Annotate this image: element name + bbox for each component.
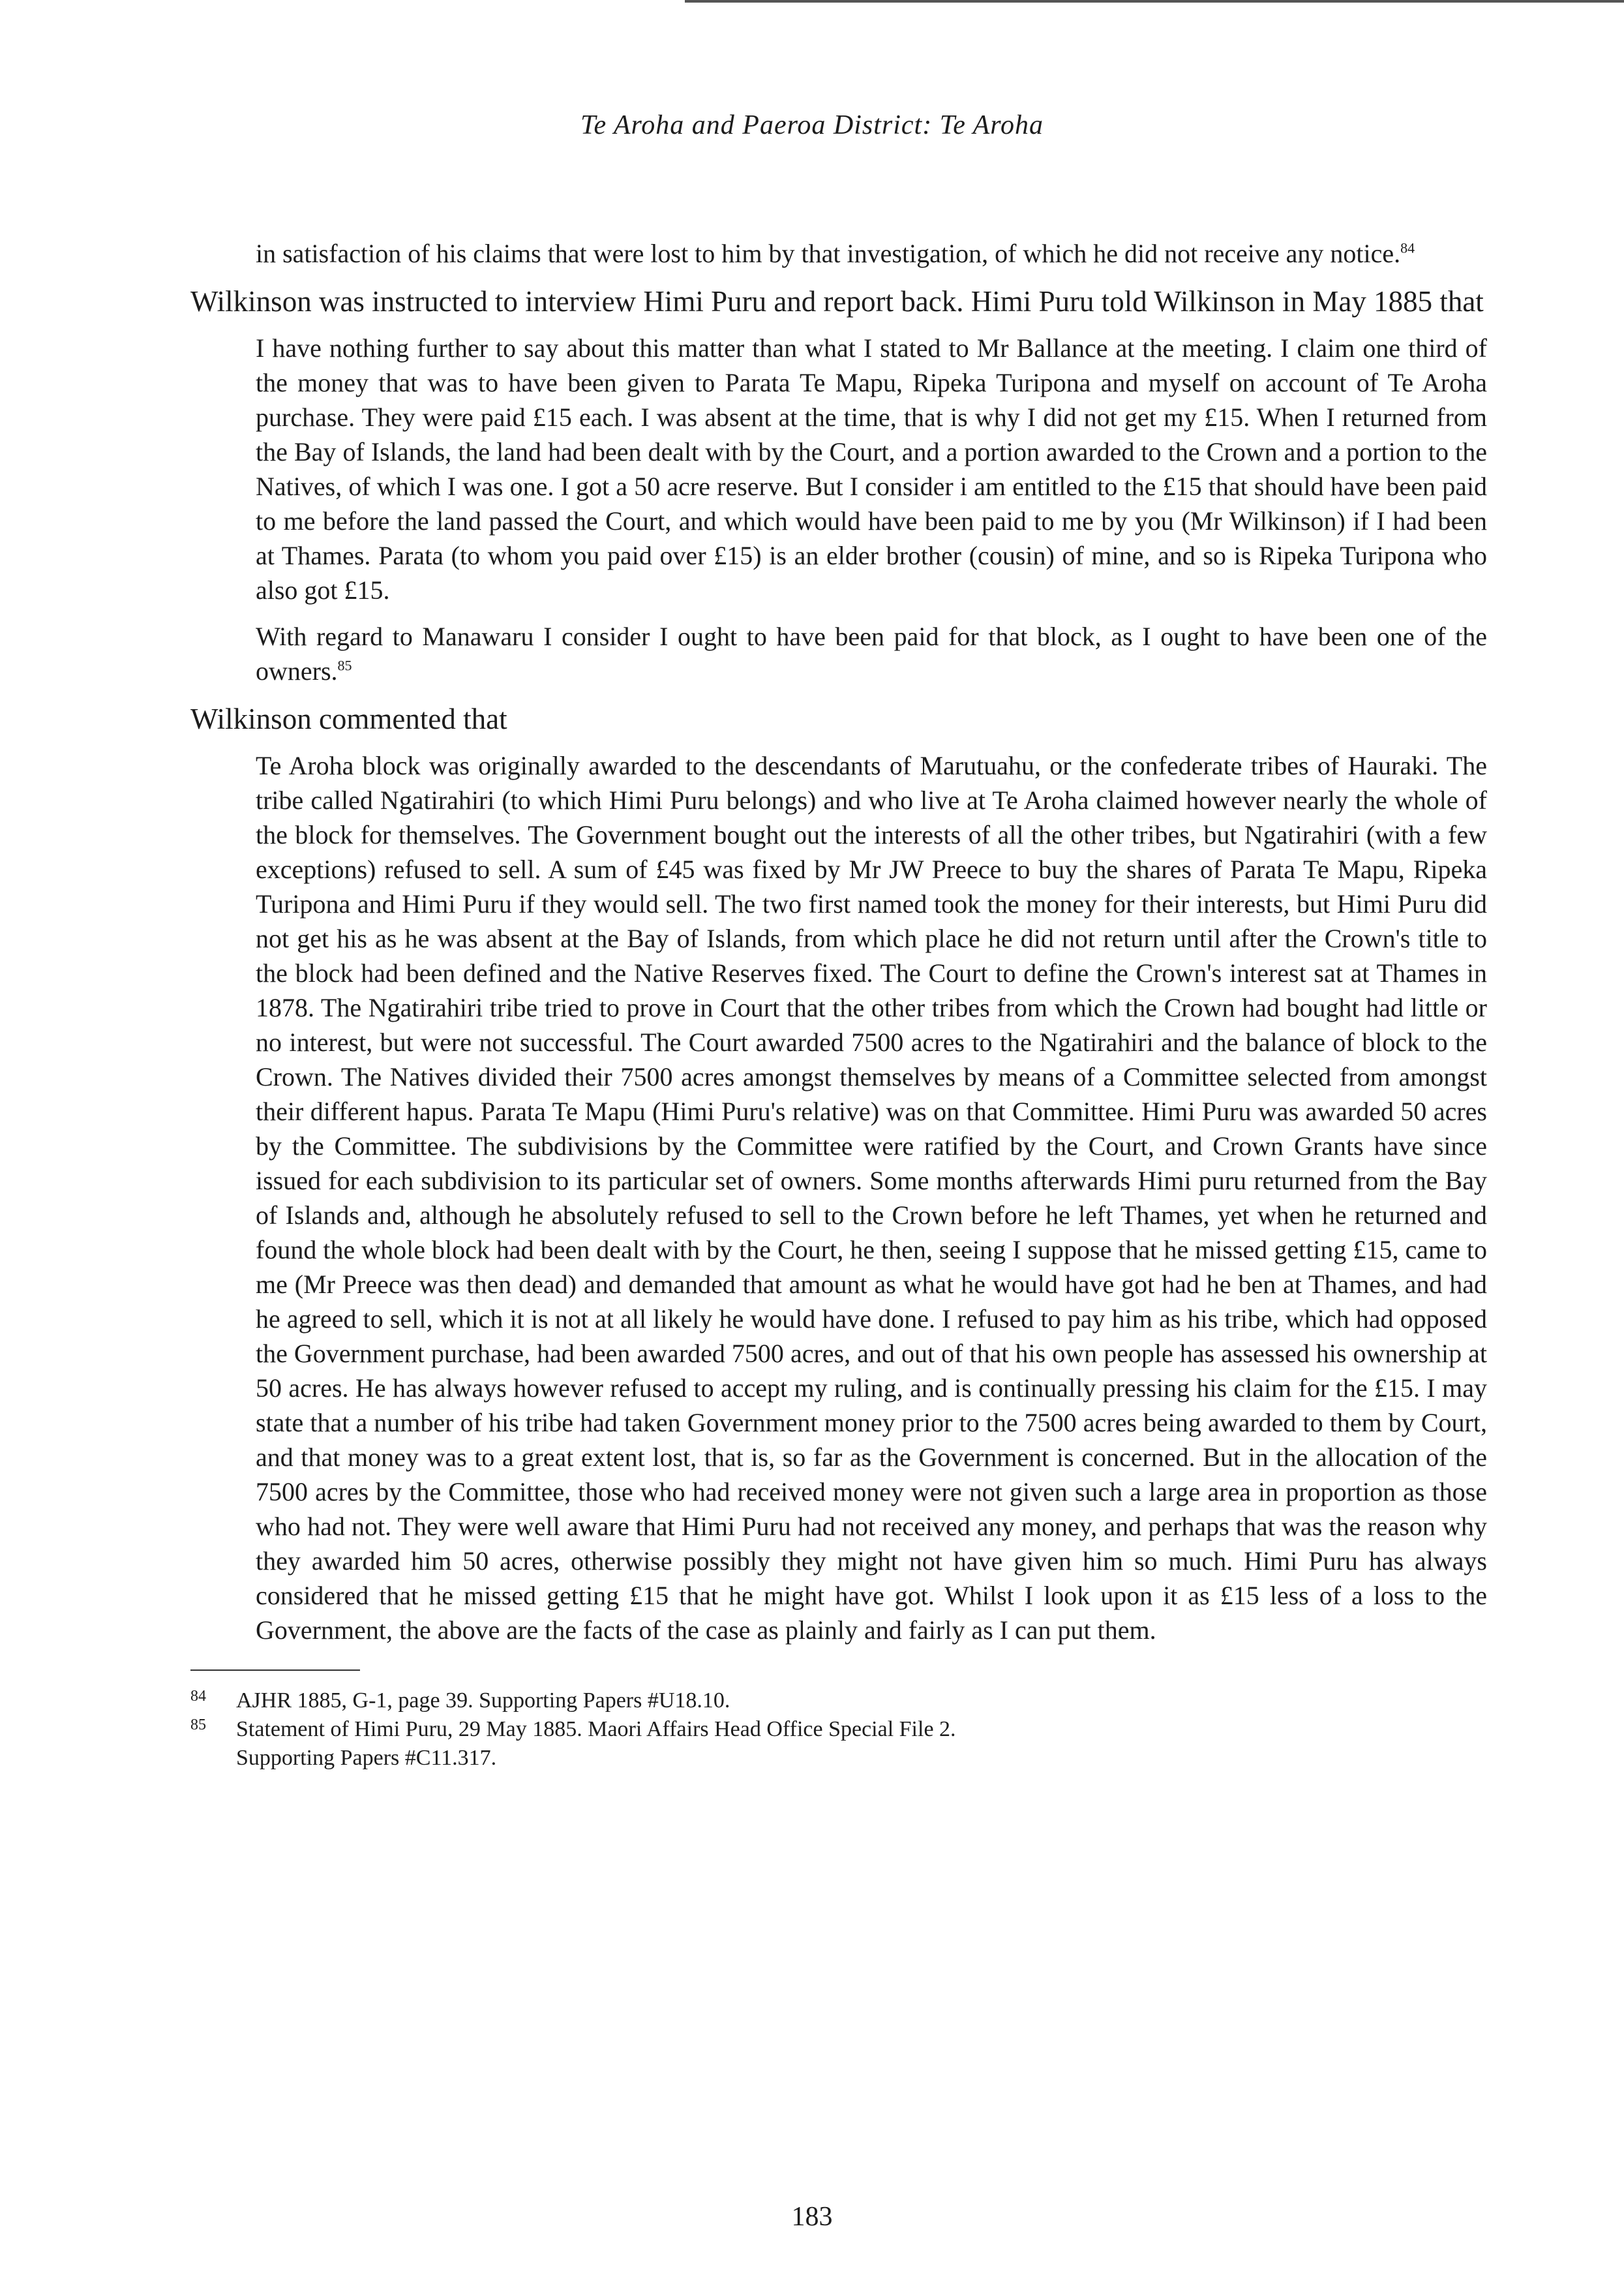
footnote-line: Statement of Himi Puru, 29 May 1885. Maori Affairs Head Office Special File 2. (236, 1717, 956, 1741)
paragraph-text: Wilkinson was instructed to interview Himi Puru and report back. Himi Puru told Wilkinson in May 1885 that (190, 285, 1484, 318)
footnote-85 (190, 1715, 1487, 1773)
quote-paragraph (256, 619, 1487, 688)
paragraph-text: I have nothing further to say about this matter than what I stated to Mr Ballance at the meeting. I claim one third of the money that was to have been given to Parata Te Mapu, Ripeka Turipona and myself on account of Te Aroha purchase. They were paid £15 each. I was absent at the time, that is why I did not get my £15. When I returned from the Bay of Islands, the land had been dealt with by the Court, and a portion awarded to the Crown and a portion to the Natives, of which I was one. I got a 50 acre reserve. But I consider i am entitled to the £15 that should have been paid to me before the land passed the Court, and which would have been paid to me by you (Mr Wilkinson) if I had been at Thames. Parata (to whom you paid over £15) is an elder brother (cousin) of mine, and so is Ripeka Turipona who also got £15. (256, 333, 1487, 605)
paragraph-text: With regard to Manawaru I consider I ought to have been paid for that block, as I ought to have been one of the owners. (256, 622, 1487, 686)
footnote-ref[interactable]: 84 (1400, 239, 1415, 256)
footnote-line: AJHR 1885, G-1, page 39. Supporting Papers #U18.10. (236, 1688, 730, 1713)
page-number: 183 (791, 2202, 833, 2232)
running-header: Te Aroha and Paeroa District: Te Aroha (580, 110, 1044, 140)
paragraph-text: Te Aroha block was originally awarded to the descendants of Marutuahu, or the confederate tribes of Hauraki. The tribe called Ngatirahiri (to which Himi Puru belongs) and who live at Te Aroha claimed however nearly the whole of the block for themselves. The Government bought out the interests of all the other tribes, but Ngatirahiri (with a few exceptions) refused to sell. A sum of £45 was fixed by Mr JW Preece to buy the shares of Parata Te Mapu, Ripeka Turipona and Himi Puru if they would sell. The two first named took the money for their interests, but Himi Puru did not get his as he was absent at the Bay of Islands, from which place he did not return until after the Crown's title to the block had been defined and the Native Reserves fixed. The Court to define the Crown's interest sat at Thames in 1878. The Ngatirahiri tribe tried to prove in Court that the other tribes from which the Crown had bought had little or no interest, but were not successful. The Court awarded 7500 acres to the Ngatirahiri and the balance of block to the Crown. The Natives divided their 7500 acres amongst themselves by means of a Committee selected from amongst their different hapus. Parata Te Mapu (Himi Puru's relative) was on that Committee. Himi Puru was awarded 50 acres by the Committee. The subdivisions by the Committee were ratified by the Court, and Crown Grants have since issued for each subdivision to its particular set of owners. Some months afterwards Himi puru returned from the Bay of Islands and, although he absolutely refused to sell to the Crown before he left Thames, yet when he returned and found the whole block had been dealt with by the Court, he then, seeing I suppose that he missed getting £15, came to me (Mr Preece was then dead) and demanded that amount as what he would have got had he ben at Thames, and had he agreed to sell, which it is not at all likely he would have done. I refused to pay him as his tribe, which had opposed the Government purchase, had been awarded 7500 acres, and out of that his own people has assessed his ownership at 50 acres. He has always however refused to accept my ruling, and is continually pressing his claim for the £15. I may state that a number of his tribe had taken Government money prior to the 7500 acres being awarded to them by Court, and that money was to a great extent lost, that is, so far as the Government is concerned. But in the allocation of the 7500 acres by the Committee, those who had received money were not given such a large area in proportion as those who had not. They were well aware that Himi Puru had not received any money, and perhaps that was the reason why they awarded him 50 acres, otherwise possibly they might not have given him so much. Himi Puru has always considered that he missed getting £15 that he might have got. Whilst I look upon it as £15 less of a loss to the Government, the above are the facts of the case as plainly and fairly as I can put them. (256, 751, 1487, 1645)
footnote-line: Supporting Papers #C11.317. (236, 1746, 497, 1770)
footnote-number: 85 (190, 1716, 206, 1733)
footnote-separator (190, 1669, 360, 1671)
quote-paragraph-continued (256, 236, 1487, 271)
body-paragraph (190, 700, 1487, 738)
footnote-number: 84 (190, 1688, 206, 1705)
top-rule (685, 0, 1624, 3)
quote-paragraph (256, 748, 1487, 1647)
paragraph-text: Wilkinson commented that (190, 703, 507, 735)
footnote-84 (190, 1686, 1487, 1715)
footnote-ref[interactable]: 85 (337, 657, 352, 674)
body-paragraph (190, 282, 1487, 320)
paragraph-text: in satisfaction of his claims that were lost to him by that investigation, of which he did not receive any notice. (256, 239, 1401, 268)
quote-paragraph (256, 331, 1487, 607)
page-content (190, 236, 1487, 1773)
